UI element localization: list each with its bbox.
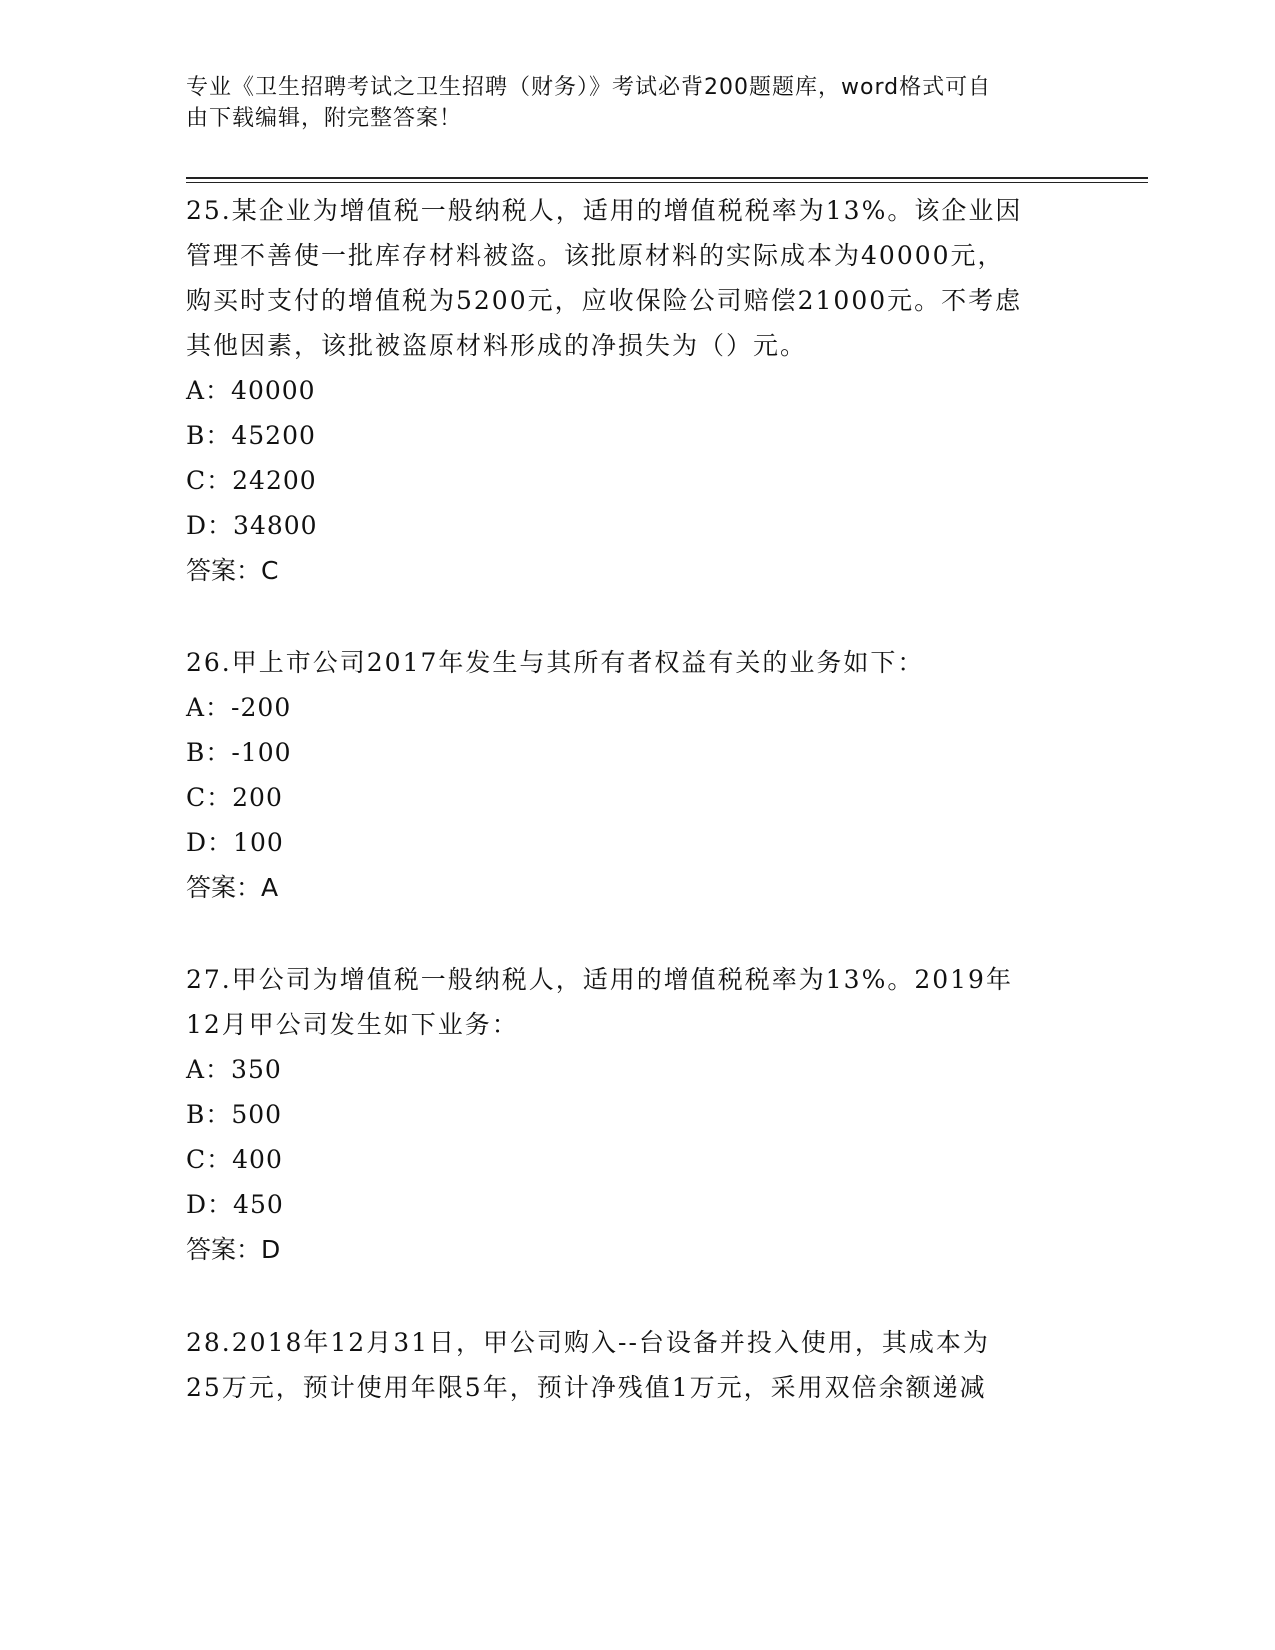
option-b: B：45200 [186,421,316,450]
question-stem-line: 购买时支付的增值税为5200元，应收保险公司赔偿21000元。不考虑 [186,286,1023,315]
option-a: A：40000 [186,376,316,405]
answer-line: 答案：C [186,556,279,585]
question-stem-line: 28.2018年12月31日，甲公司购入--台设备并投入使用，其成本为 [186,1328,990,1357]
header-line-2: 由下载编辑，附完整答案！ [186,106,463,131]
option-b: B：-100 [186,738,292,767]
header-line-1: 专业《卫生招聘考试之卫生招聘（财务）》考试必背200题题库，word格式可自 [186,75,992,100]
option-c: C：200 [186,783,283,812]
option-d: D：450 [186,1190,284,1219]
option-d: D：34800 [186,511,318,540]
question-25 [186,188,1066,593]
question-stem-line: 管理不善使一批库存材料被盗。该批原材料的实际成本为40000元， [186,241,1005,270]
header-divider [186,177,1148,179]
question-26 [186,640,1066,910]
question-stem-line: 25万元，预计使用年限5年，预计净残值1万元，采用双倍余额递减 [186,1373,987,1402]
document-header [186,72,1056,134]
question-stem-line: 其他因素，该批被盗原材料形成的净损失为（）元。 [186,331,808,360]
option-a: A：-200 [186,693,292,722]
question-stem-line: 26.甲上市公司2017年发生与其所有者权益有关的业务如下： [186,648,925,677]
question-stem-line: 27.甲公司为增值税一般纳税人，适用的增值税税率为13%。2019年 [186,965,1013,994]
option-c: C：24200 [186,466,317,495]
option-b: B：500 [186,1100,283,1129]
question-28 [186,1320,1066,1410]
option-c: C：400 [186,1145,283,1174]
answer-line: 答案：D [186,1235,281,1264]
question-27 [186,957,1066,1272]
answer-line: 答案：A [186,873,279,902]
option-a: A：350 [186,1055,282,1084]
question-stem-line: 25.某企业为增值税一般纳税人，适用的增值税税率为13%。该企业因 [186,196,1023,225]
header-divider-thin [186,182,1148,183]
question-stem-line: 12月甲公司发生如下业务： [186,1010,519,1039]
option-d: D：100 [186,828,284,857]
